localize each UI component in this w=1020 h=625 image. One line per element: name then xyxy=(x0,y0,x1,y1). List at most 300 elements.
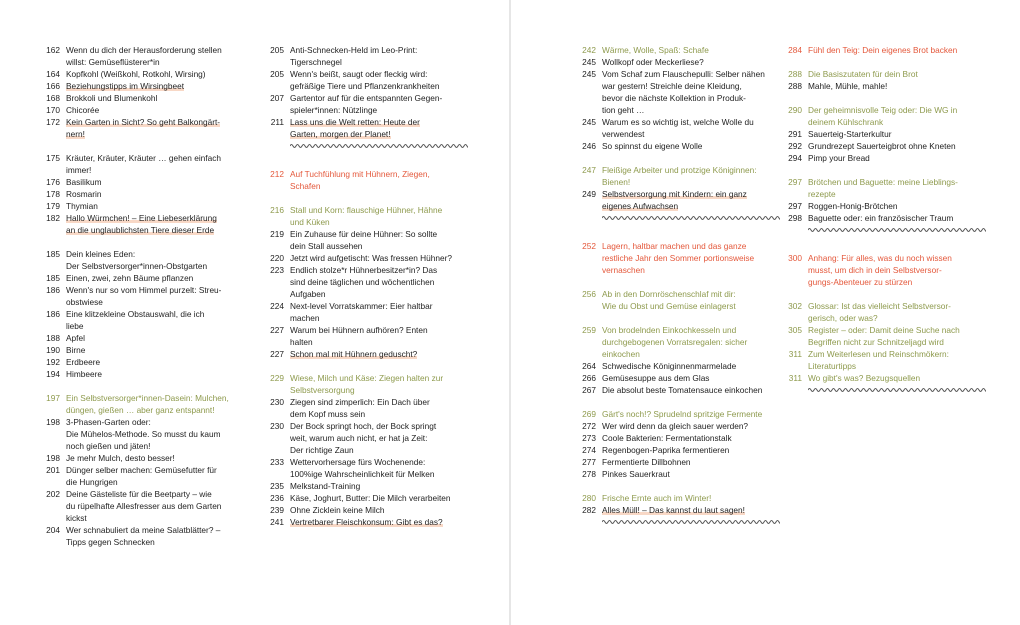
entry-title xyxy=(66,368,260,380)
entry-title-line: Wiese, Milch und Käse: Ziegen halten zur xyxy=(290,373,444,383)
page-number: 168 xyxy=(46,93,60,103)
entry-title-line: Der Bock springt hoch, der Bock springt xyxy=(290,421,437,431)
toc-entry[interactable] xyxy=(40,116,260,140)
entry-title xyxy=(808,152,977,164)
toc-section-entry[interactable] xyxy=(264,372,464,396)
entry-title xyxy=(602,324,776,360)
page-number: 264 xyxy=(582,361,596,371)
toc-entry[interactable] xyxy=(576,444,776,456)
page-number: 170 xyxy=(46,105,60,115)
entry-title-line: Mahle, Mühle, mahle! xyxy=(808,81,888,91)
page-number: 247 xyxy=(582,165,596,175)
entry-title xyxy=(290,168,464,192)
entry-gap xyxy=(264,192,464,204)
entry-title-line: liebe xyxy=(66,321,84,331)
page-number: 220 xyxy=(270,253,284,263)
toc-entry[interactable] xyxy=(782,140,977,152)
entry-title-line: vernaschen xyxy=(602,265,645,275)
entry-title-line: Garten, morgen der Planet! xyxy=(290,129,391,139)
toc-entry[interactable] xyxy=(40,200,260,212)
toc-section-entry[interactable] xyxy=(576,164,776,188)
toc-section-entry[interactable] xyxy=(576,492,776,504)
entry-title xyxy=(808,252,977,288)
entry-title xyxy=(290,456,464,480)
entry-title-line: Glossar: Ist das vielleicht Selbstversor- xyxy=(808,301,951,311)
entry-title-line: Hallo Würmchen! – Eine Liebeserklärung xyxy=(66,213,217,223)
entry-title-line: Wenn's nur so vom Himmel purzelt: Streu- xyxy=(66,285,222,295)
toc-entry[interactable] xyxy=(576,188,776,212)
toc-entry[interactable] xyxy=(782,80,977,92)
toc-section-entry[interactable] xyxy=(782,300,977,324)
entry-title xyxy=(808,348,977,372)
entry-gap xyxy=(264,360,464,372)
toc-entry[interactable] xyxy=(264,324,464,348)
entry-title-line: Rosmarin xyxy=(66,189,102,199)
entry-title-line: Warum es so wichtig ist, welche Wolle du xyxy=(602,117,754,127)
entry-title-line: dein Stall aussehen xyxy=(290,241,363,251)
left-page xyxy=(0,0,509,625)
entry-title-line: Ab in den Dornröschenschlaf mit dir: xyxy=(602,289,736,299)
toc-entry[interactable] xyxy=(576,116,776,140)
entry-title-line: Eine klitzekleine Obstauswahl, die ich xyxy=(66,309,205,319)
page-number: 235 xyxy=(270,481,284,491)
page-number: 204 xyxy=(46,525,60,535)
wavy-divider xyxy=(602,214,776,226)
page-number: 201 xyxy=(46,465,60,475)
entry-title xyxy=(602,492,776,504)
page-number: 197 xyxy=(46,393,60,403)
page-number: 252 xyxy=(582,241,596,251)
entry-title xyxy=(66,44,260,68)
entry-title xyxy=(290,516,464,528)
entry-title-line: Wer wird denn da gleich sauer werden? xyxy=(602,421,749,431)
entry-title xyxy=(66,488,260,524)
entry-gap xyxy=(576,152,776,164)
toc-entry[interactable] xyxy=(576,68,776,116)
entry-title-line: Apfel xyxy=(66,333,85,343)
page-number: 241 xyxy=(270,517,284,527)
entry-title-line: Grundrezept Sauerteigbrot ohne Kneten xyxy=(808,141,956,151)
toc-entry[interactable] xyxy=(40,452,260,464)
toc-entry[interactable] xyxy=(264,264,464,300)
toc-entry[interactable] xyxy=(40,284,260,308)
entry-title-line: Schafen xyxy=(290,181,321,191)
toc-section-entry[interactable] xyxy=(40,392,260,416)
page-number: 278 xyxy=(582,469,596,479)
entry-title-line: Beziehungstipps im Wirsingbeet xyxy=(66,81,185,91)
entry-title-line: Vom Schaf zum Flauschepulli: Selber nähen xyxy=(602,69,765,79)
entry-gap xyxy=(782,288,977,300)
page-number: 207 xyxy=(270,93,284,103)
page-number: 188 xyxy=(46,333,60,343)
page-number: 305 xyxy=(788,325,802,335)
page-number: 230 xyxy=(270,397,284,407)
toc-section-entry[interactable] xyxy=(782,176,977,200)
entry-title-line: Bienen! xyxy=(602,177,631,187)
page-number: 298 xyxy=(788,213,802,223)
entry-title-line: Anhang: Für alles, was du noch wissen xyxy=(808,253,952,263)
toc-entry[interactable] xyxy=(576,432,776,444)
entry-title-line: Himbeere xyxy=(66,369,102,379)
toc-entry[interactable] xyxy=(264,480,464,492)
page-number: 229 xyxy=(270,373,284,383)
entry-title-line: Endlich stolze*r Hühnerbesitzer*in? Das xyxy=(290,265,438,275)
entry-title-line: Chicorée xyxy=(66,105,100,115)
page-number: 259 xyxy=(582,325,596,335)
entry-title xyxy=(66,200,260,212)
page-number: 302 xyxy=(788,301,802,311)
entry-title-line: deinem Kühlschrank xyxy=(808,117,884,127)
entry-title xyxy=(602,360,776,372)
toc-entry[interactable] xyxy=(264,116,464,140)
toc-entry[interactable] xyxy=(40,332,260,344)
entry-title-line: Einen, zwei, zehn Bäume pflanzen xyxy=(66,273,194,283)
entry-title xyxy=(66,416,260,452)
toc-entry[interactable] xyxy=(40,80,260,92)
entry-title-line: Die Mühelos-Methode. So musst du kaum xyxy=(66,429,221,439)
toc-chapter-entry[interactable] xyxy=(782,252,977,288)
entry-title-line: Ohne Zicklein keine Milch xyxy=(290,505,385,515)
entry-title-line: Käse, Joghurt, Butter: Die Milch verarbeiten xyxy=(290,493,451,503)
entry-title-line: Wie du Obst und Gemüse einlagerst xyxy=(602,301,736,311)
toc-section-entry[interactable] xyxy=(576,44,776,56)
toc-entry[interactable] xyxy=(40,188,260,200)
entry-title-line: Alles Müll! – Das kannst du laut sagen! xyxy=(602,505,745,515)
entry-title xyxy=(808,44,977,56)
toc-section-entry[interactable] xyxy=(264,204,464,228)
toc-entry[interactable] xyxy=(576,140,776,152)
entry-title-line: Dünger selber machen: Gemüsefutter für xyxy=(66,465,217,475)
entry-title-line: nern! xyxy=(66,129,85,139)
entry-title-line: restliche Jahr den Sommer portionsweise xyxy=(602,253,755,263)
toc-entry[interactable] xyxy=(264,516,464,528)
entry-title-line: obstwiese xyxy=(66,297,103,307)
entry-title-line: Der geheimnisvolle Teig oder: Die WG in xyxy=(808,105,958,115)
entry-title xyxy=(602,288,776,312)
page-number: 178 xyxy=(46,189,60,199)
page-number: 198 xyxy=(46,453,60,463)
entry-title-line: Wer schnabuliert da meine Salatblätter? – xyxy=(66,525,221,535)
toc-entry[interactable] xyxy=(576,468,776,480)
toc-entry[interactable] xyxy=(576,372,776,384)
page-number: 277 xyxy=(582,457,596,467)
toc-column-4 xyxy=(782,44,977,412)
entry-title-line: Basilikum xyxy=(66,177,102,187)
entry-title xyxy=(290,396,464,420)
toc-entry[interactable] xyxy=(264,456,464,480)
entry-title-line: Gartentor auf für die entspannten Gegen- xyxy=(290,93,443,103)
toc-entry[interactable] xyxy=(40,176,260,188)
entry-title-line: Frische Ernte auch im Winter! xyxy=(602,493,712,503)
entry-title xyxy=(66,80,260,92)
entry-title-line: Ein Selbstversorger*innen-Dasein: Mulchen, xyxy=(66,393,229,403)
entry-title-line: Kein Garten in Sicht? So geht Balkongärt- xyxy=(66,117,221,127)
entry-title-line: kickst xyxy=(66,513,87,523)
entry-title xyxy=(290,92,464,116)
entry-title-line: Selbstversorgung xyxy=(290,385,355,395)
page-number: 284 xyxy=(788,45,802,55)
entry-title-line: du rüpelhafte Allesfresser aus dem Garten xyxy=(66,501,222,511)
entry-title-line: Wo gibt's was? Bezugsquellen xyxy=(808,373,921,383)
toc-entry[interactable] xyxy=(40,44,260,68)
toc-section-entry[interactable] xyxy=(782,104,977,128)
entry-title xyxy=(808,128,977,140)
entry-title-line: Baguette oder: ein französischer Traum xyxy=(808,213,954,223)
wavy-divider xyxy=(602,518,776,530)
toc-chapter-entry[interactable] xyxy=(264,168,464,192)
entry-title-line: Next-level Vorratskammer: Eier haltbar xyxy=(290,301,433,311)
toc-entry[interactable] xyxy=(40,248,260,272)
entry-gap xyxy=(40,236,260,248)
page-number: 242 xyxy=(582,45,596,55)
entry-title-line: Regenbogen-Paprika fermentieren xyxy=(602,445,730,455)
toc-entry[interactable] xyxy=(576,360,776,372)
toc-entry[interactable] xyxy=(576,456,776,468)
entry-title-line: Register – oder: Damit deine Suche nach xyxy=(808,325,960,335)
page-number: 219 xyxy=(270,229,284,239)
toc-entry[interactable] xyxy=(40,356,260,368)
entry-title xyxy=(602,420,776,432)
page-number: 267 xyxy=(582,385,596,395)
entry-title xyxy=(808,324,977,348)
toc-entry[interactable] xyxy=(576,384,776,396)
page-number: 256 xyxy=(582,289,596,299)
entry-title-line: Der Selbstversorger*innen-Obstgarten xyxy=(66,261,208,271)
toc-entry[interactable] xyxy=(264,504,464,516)
entry-title-line: Fleißige Arbeiter und protzige Königinnen: xyxy=(602,165,757,175)
entry-title xyxy=(808,104,977,128)
page-number: 269 xyxy=(582,409,596,419)
toc-entry[interactable] xyxy=(264,492,464,504)
page-number: 227 xyxy=(270,349,284,359)
entry-title-line: So spinnst du eigene Wolle xyxy=(602,141,703,151)
entry-title-line: Aufgaben xyxy=(290,289,326,299)
entry-gap xyxy=(576,276,776,288)
toc-entry[interactable] xyxy=(264,68,464,92)
entry-title-line: Wollkopf oder Meckerliese? xyxy=(602,57,704,67)
entry-title-line: Lagern, haltbar machen und das ganze xyxy=(602,241,747,251)
toc-section-entry[interactable] xyxy=(782,372,977,384)
page-number: 288 xyxy=(788,69,802,79)
toc-entry[interactable] xyxy=(40,272,260,284)
page-number: 194 xyxy=(46,369,60,379)
entry-title-line: durchgebogenen Vorratsregalen: sicher xyxy=(602,337,748,347)
toc-entry[interactable] xyxy=(782,152,977,164)
toc-entry[interactable] xyxy=(782,200,977,212)
toc-entry[interactable] xyxy=(264,300,464,324)
toc-entry[interactable] xyxy=(40,368,260,380)
toc-entry[interactable] xyxy=(40,92,260,104)
entry-title xyxy=(808,80,977,92)
toc-section-entry[interactable] xyxy=(576,408,776,420)
page-number: 280 xyxy=(582,493,596,503)
entry-title-line: Kräuter, Kräuter, Kräuter … gehen einfach xyxy=(66,153,221,163)
page-number: 227 xyxy=(270,325,284,335)
page-number: 223 xyxy=(270,265,284,275)
entry-title xyxy=(290,68,464,92)
toc-entry[interactable] xyxy=(576,420,776,432)
page-number: 233 xyxy=(270,457,284,467)
toc-entry[interactable] xyxy=(40,416,260,452)
toc-chapter-entry[interactable] xyxy=(576,240,776,276)
entry-title-line: willst: Gemüseflüsterer*in xyxy=(66,57,160,67)
entry-title-line: musst, um dich in dein Selbstversor- xyxy=(808,265,942,275)
page-number: 205 xyxy=(270,45,284,55)
toc-section-entry[interactable] xyxy=(576,288,776,312)
entry-gap xyxy=(576,480,776,492)
entry-title xyxy=(808,212,977,224)
page-number: 164 xyxy=(46,69,60,79)
page-number: 311 xyxy=(788,349,802,359)
entry-title-line: Je mehr Mulch, desto besser! xyxy=(66,453,175,463)
entry-title xyxy=(290,504,464,516)
page-number: 288 xyxy=(788,81,802,91)
entry-title xyxy=(602,44,776,56)
wavy-divider xyxy=(290,142,464,154)
entry-title xyxy=(66,176,260,188)
page-number: 175 xyxy=(46,153,60,163)
toc-entry[interactable] xyxy=(264,44,464,68)
entry-title xyxy=(290,264,464,300)
entry-title xyxy=(66,284,260,308)
entry-title-line: verwendest xyxy=(602,129,645,139)
entry-title-line: die Hungrigen xyxy=(66,477,118,487)
page-number: 272 xyxy=(582,421,596,431)
entry-title-line: Fühl den Teig: Dein eigenes Brot backen xyxy=(808,45,958,55)
entry-title-line: Stall und Korn: flauschige Hühner, Hähne xyxy=(290,205,443,215)
toc-entry[interactable] xyxy=(264,252,464,264)
entry-title xyxy=(808,68,977,80)
entry-title-line: Lass uns die Welt retten: Heute der xyxy=(290,117,420,127)
toc-entry[interactable] xyxy=(40,152,260,176)
entry-title-line: Ein Zuhause für deine Hühner: So sollte xyxy=(290,229,438,239)
entry-title xyxy=(66,92,260,104)
entry-title xyxy=(66,452,260,464)
entry-title xyxy=(290,420,464,456)
entry-title xyxy=(602,240,776,276)
entry-title-line: spieler*innen: Nützlinge xyxy=(290,105,378,115)
entry-title-line: 100%ige Wahrscheinlichkeit für Melken xyxy=(290,469,435,479)
page-number: 273 xyxy=(582,433,596,443)
entry-gap xyxy=(40,380,260,392)
entry-title-line: Jetzt wird aufgetischt: Was fressen Hühner? xyxy=(290,253,453,263)
toc-entry[interactable] xyxy=(40,104,260,116)
entry-title-line: Von brodelnden Einkochkesseln und xyxy=(602,325,737,335)
toc-entry[interactable] xyxy=(264,92,464,116)
page-number: 282 xyxy=(582,505,596,515)
toc-entry[interactable] xyxy=(782,212,977,224)
entry-title-line: Anti-Schnecken-Held im Leo-Print: xyxy=(290,45,418,55)
toc-section-entry[interactable] xyxy=(782,324,977,348)
entry-title xyxy=(290,252,464,264)
toc-entry[interactable] xyxy=(40,68,260,80)
page-number: 246 xyxy=(582,141,596,151)
entry-title-line: und Küken xyxy=(290,217,330,227)
entry-title xyxy=(66,356,260,368)
page-number: 245 xyxy=(582,69,596,79)
entry-title xyxy=(66,272,260,284)
toc-entry[interactable] xyxy=(40,488,260,524)
entry-title-line: Zum Weiterlesen und Reinschmökern: xyxy=(808,349,949,359)
entry-title xyxy=(66,248,260,272)
entry-title-line: Tipps gegen Schnecken xyxy=(66,537,155,547)
right-page xyxy=(511,0,1020,625)
entry-title xyxy=(602,116,776,140)
entry-title-line: Wärme, Wolle, Spaß: Schafe xyxy=(602,45,709,55)
entry-title xyxy=(602,384,776,396)
entry-title-line: Tigerschnegel xyxy=(290,57,342,67)
toc-entry[interactable] xyxy=(782,128,977,140)
page-number: 297 xyxy=(788,201,802,211)
entry-title-line: Brötchen und Baguette: meine Lieblings- xyxy=(808,177,958,187)
entry-title-line: Wenn's beißt, saugt oder fleckig wird: xyxy=(290,69,428,79)
entry-title-line: Brokkoli und Blumenkohl xyxy=(66,93,158,103)
entry-title xyxy=(66,152,260,176)
entry-title-line: Der richtige Zaun xyxy=(290,445,354,455)
entry-gap xyxy=(576,396,776,408)
entry-title xyxy=(66,308,260,332)
toc-entry[interactable] xyxy=(264,228,464,252)
page-number: 236 xyxy=(270,493,284,503)
toc-entry[interactable] xyxy=(40,308,260,332)
entry-title xyxy=(290,228,464,252)
entry-title-line: düngen, gießen … aber ganz entspannt! xyxy=(66,405,215,415)
entry-title xyxy=(602,56,776,68)
toc-section-entry[interactable] xyxy=(576,324,776,360)
entry-title xyxy=(602,456,776,468)
entry-title xyxy=(808,140,977,152)
entry-title-line: Sauerteig-Starterkultur xyxy=(808,129,892,139)
entry-title-line: Ziegen sind zimperlich: Ein Dach über xyxy=(290,397,430,407)
entry-title xyxy=(66,68,260,80)
entry-title xyxy=(808,372,977,384)
entry-title-line: einkochen xyxy=(602,349,640,359)
toc-entry[interactable] xyxy=(40,524,260,548)
toc-section-entry[interactable] xyxy=(782,68,977,80)
entry-title xyxy=(602,188,776,212)
entry-title-line: Roggen-Honig-Brötchen xyxy=(808,201,898,211)
page-number: 245 xyxy=(582,57,596,67)
toc-column-1 xyxy=(40,44,260,548)
entry-title xyxy=(808,200,977,212)
page-number: 274 xyxy=(582,445,596,455)
page-number: 176 xyxy=(46,177,60,187)
toc-section-entry[interactable] xyxy=(782,348,977,372)
page-number: 186 xyxy=(46,285,60,295)
toc-entry[interactable] xyxy=(576,56,776,68)
entry-title-line: halten xyxy=(290,337,313,347)
toc-entry[interactable] xyxy=(264,420,464,456)
toc-entry[interactable] xyxy=(40,212,260,236)
entry-gap xyxy=(782,56,977,68)
entry-title-line: Gärt's noch!? Sprudelnd spritzige Fermente xyxy=(602,409,763,419)
entry-title-line: Die absolut beste Tomatensauce einkochen xyxy=(602,385,763,395)
entry-title xyxy=(66,464,260,488)
entry-title xyxy=(602,68,776,116)
toc-entry[interactable] xyxy=(264,396,464,420)
entry-title xyxy=(602,140,776,152)
toc-entry[interactable] xyxy=(264,348,464,360)
entry-title-line: eigenes Aufwachsen xyxy=(602,201,679,211)
entry-title-line: gefräßige Tiere und Pflanzenkrankheiten xyxy=(290,81,440,91)
toc-entry[interactable] xyxy=(40,464,260,488)
toc-entry[interactable] xyxy=(576,504,776,516)
page-number: 224 xyxy=(270,301,284,311)
toc-entry[interactable] xyxy=(40,344,260,356)
entry-gap xyxy=(782,164,977,176)
toc-chapter-entry[interactable] xyxy=(782,44,977,56)
entry-title-line: an die unglaublichsten Tiere dieser Erde xyxy=(66,225,215,235)
